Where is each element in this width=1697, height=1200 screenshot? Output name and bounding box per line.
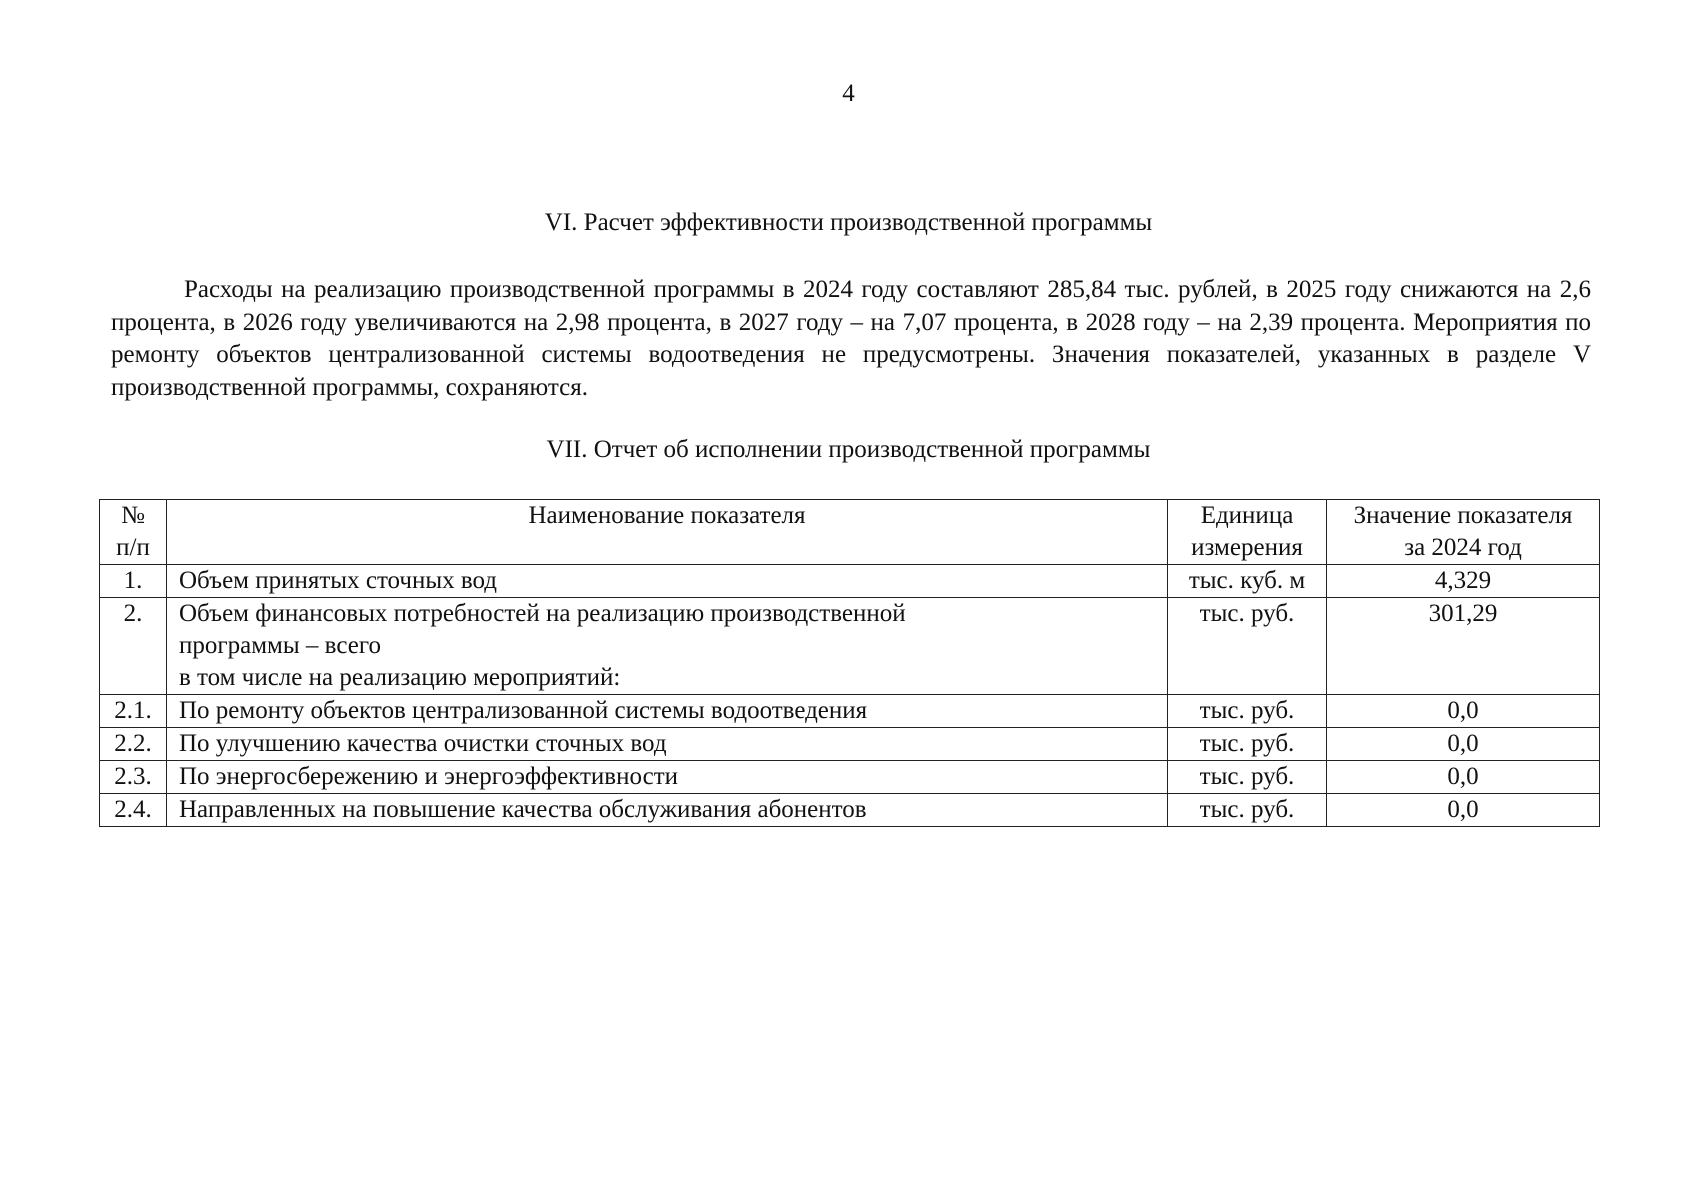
header-num-line2: п/п (116, 534, 150, 561)
table-row (100, 695, 1600, 728)
row-num: 2. (100, 598, 167, 695)
row-unit: тыс. руб. (1168, 728, 1327, 761)
page-number: 4 (842, 80, 855, 107)
row-num: 2.1. (100, 695, 167, 728)
row-num: 1. (100, 565, 167, 598)
row-name: По улучшению качества очистки сточных вод (167, 728, 1168, 761)
row-value: 4,329 (1327, 565, 1600, 598)
row-unit: тыс. руб. (1168, 695, 1327, 728)
header-num (100, 500, 167, 565)
header-unit-line2: измерения (1191, 534, 1303, 561)
row-num: 2.4. (100, 794, 167, 827)
row-name: По ремонту объектов централизованной системы водоотведения (167, 695, 1168, 728)
header-value-line2: за 2024 год (1404, 534, 1522, 561)
section-7-title: VII. Отчет об исполнении производственной программы (546, 436, 1151, 463)
table-row (100, 565, 1600, 598)
row-name (167, 598, 1168, 695)
header-value (1327, 500, 1600, 565)
row-value: 0,0 (1327, 695, 1600, 728)
header-num-line1: № (121, 502, 145, 529)
row-value: 0,0 (1327, 761, 1600, 794)
row-name: По энергосбережению и энергоэффективности (167, 761, 1168, 794)
row-unit: тыс. руб. (1168, 761, 1327, 794)
row-name: Направленных на повышение качества обслуживания абонентов (167, 794, 1168, 827)
row-num: 2.2. (100, 728, 167, 761)
row-value: 0,0 (1327, 728, 1600, 761)
row-name-line1: Объем финансовых потребностей на реализацию производственной (179, 600, 906, 627)
header-name: Наименование показателя (167, 500, 1168, 565)
table-row (100, 794, 1600, 827)
row-num: 2.3. (100, 761, 167, 794)
header-unit (1168, 500, 1327, 565)
table-row (100, 598, 1600, 695)
row-unit: тыс. руб. (1168, 598, 1327, 695)
efficiency-paragraph: Расходы на реализацию производственной программы в 2024 году составляют 285,84 тыс. рублей, в 2025 году снижаются на 2,6 процента, в 2026 году увеличиваются на 2,98 процента, в 2027 году – на 7,07 процента, в 2028 году – на 2,39 процента. Мероприятия по ремонту объектов централизованной системы водоотведения не предусмотрены. Значения показателей, указанных в разделе V производственной программы, сохраняются. (111, 276, 1591, 401)
table-row (100, 761, 1600, 794)
row-unit: тыс. куб. м (1168, 565, 1327, 598)
row-unit: тыс. руб. (1168, 794, 1327, 827)
row-name: Объем принятых сточных вод (167, 565, 1168, 598)
table-row (100, 728, 1600, 761)
section-6-title: VI. Расчет эффективности производственной программы (544, 209, 1153, 236)
header-value-line1: Значение показателя (1353, 502, 1573, 529)
row-name-line3: в том числе на реализацию мероприятий: (179, 664, 621, 691)
row-value: 301,29 (1327, 598, 1600, 695)
execution-report-table (99, 499, 1600, 827)
header-unit-line1: Единица (1200, 502, 1294, 529)
row-value: 0,0 (1327, 794, 1600, 827)
row-name-line2: программы – всего (179, 632, 381, 659)
table-header-row (100, 500, 1600, 565)
